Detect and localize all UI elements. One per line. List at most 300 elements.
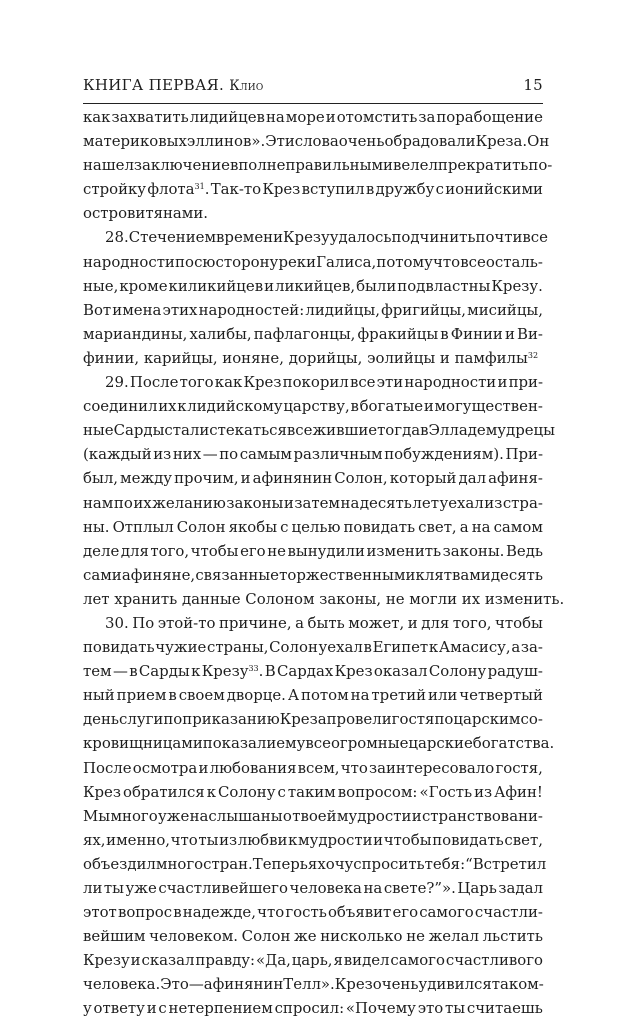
text-line xyxy=(83,611,543,635)
text-line xyxy=(83,346,543,370)
text-line xyxy=(83,948,543,972)
word: стройку xyxy=(83,180,147,199)
word: уехал xyxy=(439,493,484,512)
word: вейшим xyxy=(83,927,146,946)
text-line xyxy=(83,201,543,225)
word: и xyxy=(383,156,393,175)
word: того, xyxy=(150,541,190,560)
word: за- xyxy=(520,638,543,657)
word: (каждый xyxy=(83,445,152,464)
word: мудрости xyxy=(336,806,412,825)
word: не xyxy=(267,541,286,560)
word: этот xyxy=(83,903,117,922)
word: Крез xyxy=(262,180,301,199)
word: оказал xyxy=(373,662,428,681)
word: лет xyxy=(412,493,439,512)
word: со- xyxy=(520,710,543,729)
word: фракийцы xyxy=(357,324,439,343)
word: что xyxy=(257,903,285,922)
word: заключение xyxy=(133,156,230,175)
word: повидать xyxy=(343,517,416,536)
word: считаешь xyxy=(466,999,543,1018)
word: в xyxy=(173,903,182,922)
word: памфилы$^{32}$ xyxy=(454,348,539,367)
word: всем, xyxy=(297,758,340,777)
word: что xyxy=(170,830,198,849)
word: и xyxy=(264,276,275,295)
text-line xyxy=(83,852,547,876)
word: захватить xyxy=(111,108,189,126)
word: течением xyxy=(140,228,217,247)
word: афинянин xyxy=(252,469,333,488)
word: самого xyxy=(419,903,474,922)
word: я xyxy=(307,854,318,873)
word: и xyxy=(373,830,384,849)
word: человека. xyxy=(83,975,161,994)
word: к xyxy=(206,782,217,801)
word: гостя xyxy=(391,710,435,729)
header-rule xyxy=(83,103,543,104)
word: и xyxy=(325,108,336,126)
word: — xyxy=(112,662,128,681)
word: законы. xyxy=(442,541,505,560)
word: стали xyxy=(164,421,210,440)
word: После xyxy=(83,758,132,777)
word: не xyxy=(406,927,425,946)
word: Египет xyxy=(372,638,429,657)
word: его xyxy=(392,903,419,922)
word: в xyxy=(420,421,429,440)
word: уже xyxy=(158,806,190,825)
word: заинтересовало xyxy=(369,758,495,777)
word: это xyxy=(417,999,444,1018)
footnote-ref: 32 xyxy=(527,350,539,360)
word: на xyxy=(265,108,285,126)
word: сами xyxy=(83,565,122,584)
word: очень xyxy=(338,132,385,151)
word: человеком. xyxy=(149,927,239,946)
word: все xyxy=(305,734,331,753)
word: ионийскими xyxy=(445,180,543,199)
word: кровищницам xyxy=(83,734,193,753)
text-line xyxy=(83,370,543,394)
word: царь, xyxy=(291,951,333,970)
word: эти xyxy=(376,373,404,392)
word: в xyxy=(168,686,177,705)
word: вынудили xyxy=(287,541,365,560)
word: ны. xyxy=(83,517,110,536)
word: море xyxy=(285,108,325,126)
word: чужие xyxy=(155,638,207,657)
word: по xyxy=(434,710,454,729)
word: имена xyxy=(112,300,162,319)
text-line xyxy=(83,804,543,828)
word: самым xyxy=(239,445,292,464)
word: а xyxy=(511,638,521,657)
word: на xyxy=(471,517,491,536)
word: много xyxy=(155,854,204,873)
word: эллинов». xyxy=(186,132,266,151)
word: дворце. xyxy=(226,686,286,705)
word: и xyxy=(497,373,508,392)
word: их xyxy=(158,397,177,416)
word: дорийцы, xyxy=(288,348,363,367)
word: После xyxy=(129,373,179,392)
text-line xyxy=(83,683,543,707)
word: счастливейшего xyxy=(158,879,288,897)
word: связанные xyxy=(195,565,279,584)
word: для xyxy=(120,541,149,560)
word: удалось xyxy=(329,228,392,247)
book-page xyxy=(83,0,565,1018)
word: хочу xyxy=(317,854,354,873)
book-title: КНИГА ПЕРВАЯ. xyxy=(83,76,225,94)
word: десять xyxy=(490,565,543,584)
text-line xyxy=(83,322,543,346)
word: Эти xyxy=(265,132,295,151)
word: Ви- xyxy=(517,324,543,343)
word: огромные xyxy=(330,734,409,753)
word: дал xyxy=(458,469,487,488)
word: и xyxy=(423,397,434,416)
footnote-ref: 33 xyxy=(248,664,259,674)
word: тем xyxy=(83,662,112,681)
word: на xyxy=(363,879,383,897)
word: «Почему xyxy=(345,999,416,1018)
word: мариандины, xyxy=(83,324,188,343)
word: как xyxy=(214,373,243,392)
word: Сарды xyxy=(113,421,165,440)
word: свете?”». xyxy=(383,879,456,897)
word: — xyxy=(202,445,218,464)
word: в xyxy=(129,662,138,681)
word: Крез xyxy=(334,662,373,681)
word: таком- xyxy=(491,975,544,994)
word: причине, xyxy=(218,613,292,632)
word: народности xyxy=(404,373,497,392)
word: своем xyxy=(178,686,225,705)
word: счастли- xyxy=(474,903,543,922)
word: Вот xyxy=(83,300,112,319)
word: нисколько xyxy=(320,927,403,946)
text-line xyxy=(83,756,543,780)
word: за xyxy=(418,108,436,126)
word: может, xyxy=(348,613,405,632)
word: По xyxy=(132,613,155,632)
word: чтобы xyxy=(495,613,543,632)
word: С xyxy=(128,228,141,247)
word: все xyxy=(522,228,548,247)
word: жившие xyxy=(312,421,378,440)
word: Мы xyxy=(83,806,111,825)
running-head-title xyxy=(83,74,264,97)
text-line xyxy=(83,394,543,418)
word: Солон, xyxy=(334,469,388,488)
word: любви xyxy=(237,830,288,849)
word: и xyxy=(130,951,141,970)
word: не xyxy=(385,589,405,608)
word: пафлагонцы, xyxy=(253,324,356,343)
word: Крезу xyxy=(283,228,330,247)
word: дружбу xyxy=(375,180,435,199)
word: 29. xyxy=(105,373,129,392)
word: подчинить xyxy=(391,228,476,247)
word: того xyxy=(179,373,214,392)
word: царским xyxy=(453,710,521,729)
word: них xyxy=(172,445,202,464)
word: к xyxy=(191,662,201,681)
word: прекратить xyxy=(437,156,529,175)
word: много xyxy=(110,806,158,825)
word: видел xyxy=(343,951,390,970)
word: Крезу. xyxy=(491,276,543,295)
word: обрадовали xyxy=(384,132,476,151)
word: кроме xyxy=(119,276,168,295)
word: гость xyxy=(285,903,327,922)
text-line xyxy=(83,539,543,563)
word: как xyxy=(83,108,111,126)
text-line xyxy=(83,924,543,948)
word: из xyxy=(153,445,172,464)
book-subtitle: Клио xyxy=(229,78,264,94)
word: «Да, xyxy=(255,951,291,970)
word: самом xyxy=(493,517,543,536)
word: вступил xyxy=(301,180,365,199)
word: При- xyxy=(505,445,543,464)
word: спросил: xyxy=(274,999,345,1018)
word: же xyxy=(294,927,317,946)
word: Солону xyxy=(428,662,487,681)
word: Афин! xyxy=(494,782,543,801)
word: ликийцев, xyxy=(275,276,356,295)
text-line xyxy=(83,225,548,249)
word: и xyxy=(146,999,157,1018)
page-number: 15 xyxy=(523,76,543,94)
text-line xyxy=(83,177,543,201)
word: народностей: xyxy=(198,300,305,319)
word: и xyxy=(240,469,251,488)
word: Крез xyxy=(334,975,373,994)
word: удивился xyxy=(418,975,492,994)
word: таким xyxy=(287,782,336,801)
word: любования xyxy=(209,758,297,777)
word: чтобы xyxy=(383,830,432,849)
word: показали xyxy=(202,734,277,753)
word: «Гость xyxy=(419,782,473,801)
word: Солон xyxy=(269,638,318,657)
word: “Встретил xyxy=(465,854,547,873)
word: из xyxy=(484,493,503,512)
word: Креза. xyxy=(475,132,528,151)
word: Финии xyxy=(450,324,503,343)
word: сторону xyxy=(215,252,279,271)
text-line xyxy=(83,972,543,996)
word: Галиса, xyxy=(316,252,377,271)
text-line xyxy=(83,828,543,852)
word: стран. xyxy=(203,854,253,873)
word: афинянин xyxy=(203,975,284,994)
word: нашел xyxy=(83,156,134,175)
word: о xyxy=(282,806,292,825)
text-line xyxy=(83,250,543,274)
word: Царь xyxy=(457,879,497,897)
text-line xyxy=(83,153,553,177)
word: прием xyxy=(116,686,167,705)
text-line xyxy=(83,996,543,1020)
word: наслышаны xyxy=(189,806,283,825)
word: и xyxy=(198,758,209,777)
text-line xyxy=(83,466,543,490)
word: их xyxy=(133,493,152,512)
word: десять xyxy=(359,493,412,512)
word: торжественными xyxy=(279,565,416,584)
word: Сардах xyxy=(277,662,334,681)
word: при- xyxy=(508,373,543,392)
word: обратился xyxy=(123,782,205,801)
word: повидать xyxy=(432,830,504,849)
word: очень xyxy=(372,975,419,994)
word: лидийцы, xyxy=(305,300,380,319)
word: ответу xyxy=(93,999,145,1018)
word: прочим, xyxy=(174,469,239,488)
word: Сарды xyxy=(138,662,190,681)
running-head xyxy=(83,74,543,96)
word: ионяне, xyxy=(222,348,284,367)
word: нетерпением xyxy=(168,999,273,1018)
word: могуществен- xyxy=(434,397,543,416)
word: в xyxy=(363,638,372,657)
word: отомстить xyxy=(336,108,418,126)
word: флота$^{31}$. xyxy=(147,180,210,199)
word: изменить xyxy=(366,541,442,560)
word: богатые xyxy=(359,397,424,416)
word: и xyxy=(192,734,203,753)
word: свет, xyxy=(418,517,457,536)
word: изменить. xyxy=(484,589,565,608)
word: с xyxy=(435,180,444,199)
word: мудрости xyxy=(298,830,373,849)
word: потому xyxy=(376,252,433,271)
word: третий xyxy=(371,686,427,705)
word: и xyxy=(504,324,515,343)
word: из xyxy=(219,830,238,849)
word: день xyxy=(83,710,120,729)
word: на xyxy=(350,686,370,705)
word: Элладе xyxy=(428,421,486,440)
text-line xyxy=(83,876,543,900)
word: что xyxy=(433,252,461,271)
word: и xyxy=(411,806,422,825)
word: клятвами xyxy=(415,565,491,584)
text-line xyxy=(83,418,555,442)
word: и xyxy=(407,613,418,632)
word: якобы xyxy=(228,517,278,536)
word: на xyxy=(340,493,360,512)
word: Теперь xyxy=(252,854,308,873)
word: самого xyxy=(390,951,445,970)
word: задал xyxy=(498,879,543,897)
word: их xyxy=(461,589,481,608)
text-line xyxy=(83,491,543,515)
word: Солон xyxy=(176,517,226,536)
word: с xyxy=(158,999,167,1018)
word: царству, xyxy=(283,397,350,416)
word: льстить xyxy=(482,927,543,946)
word: спросить xyxy=(353,854,425,873)
word: Солону xyxy=(218,782,276,801)
word: побуждениям). xyxy=(384,445,504,464)
word: материковых xyxy=(83,132,187,151)
word: стра- xyxy=(502,493,543,512)
word: царские xyxy=(408,734,473,753)
word: законы, xyxy=(319,589,382,608)
word: Крез xyxy=(243,373,282,392)
word: хранить xyxy=(114,589,178,608)
word: лидийскому xyxy=(187,397,283,416)
word: или xyxy=(428,686,458,705)
word: ли xyxy=(83,879,103,897)
word: с xyxy=(280,517,289,536)
word: именно, xyxy=(106,830,171,849)
word: народности xyxy=(83,252,175,271)
word: между xyxy=(120,469,173,488)
word: к xyxy=(428,638,439,657)
word: лидийцев xyxy=(189,108,265,126)
word: осмотра xyxy=(132,758,198,777)
word: для xyxy=(421,613,450,632)
word: к xyxy=(177,397,187,416)
word: ты xyxy=(198,830,219,849)
word: Телл». xyxy=(283,975,335,994)
word: — xyxy=(188,975,204,994)
word: в xyxy=(350,397,359,416)
word: который xyxy=(389,469,457,488)
text-line xyxy=(83,129,550,153)
word: Креза xyxy=(279,710,327,729)
word: в xyxy=(440,324,449,343)
word: вопросом: xyxy=(337,782,418,801)
word: по- xyxy=(528,156,553,175)
word: провели xyxy=(326,710,392,729)
word: соединил xyxy=(83,397,158,416)
word: ты xyxy=(445,999,466,1018)
word: твоей xyxy=(292,806,337,825)
word: Крезу xyxy=(83,951,130,970)
word: этой-то xyxy=(157,613,216,632)
word: объездил xyxy=(83,854,156,873)
word: приказанию xyxy=(182,710,280,729)
text-line xyxy=(83,105,543,129)
word: Крез xyxy=(83,782,121,801)
word: быть xyxy=(307,613,345,632)
word: Крезу$^{33}$. xyxy=(201,662,264,681)
word: афиняне, xyxy=(121,565,196,584)
text-line xyxy=(83,515,543,539)
word: свет, xyxy=(504,830,543,849)
word: желанию xyxy=(152,493,226,512)
word: все xyxy=(286,421,313,440)
word: чтобы xyxy=(190,541,239,560)
word: потом xyxy=(301,686,349,705)
word: надежде, xyxy=(182,903,256,922)
word: и xyxy=(283,493,294,512)
body-text xyxy=(83,105,565,1021)
text-line xyxy=(83,298,543,322)
word: а xyxy=(459,517,469,536)
footnote-ref: 31 xyxy=(194,182,205,192)
text-line xyxy=(83,635,543,659)
word: эолийцы xyxy=(367,348,436,367)
